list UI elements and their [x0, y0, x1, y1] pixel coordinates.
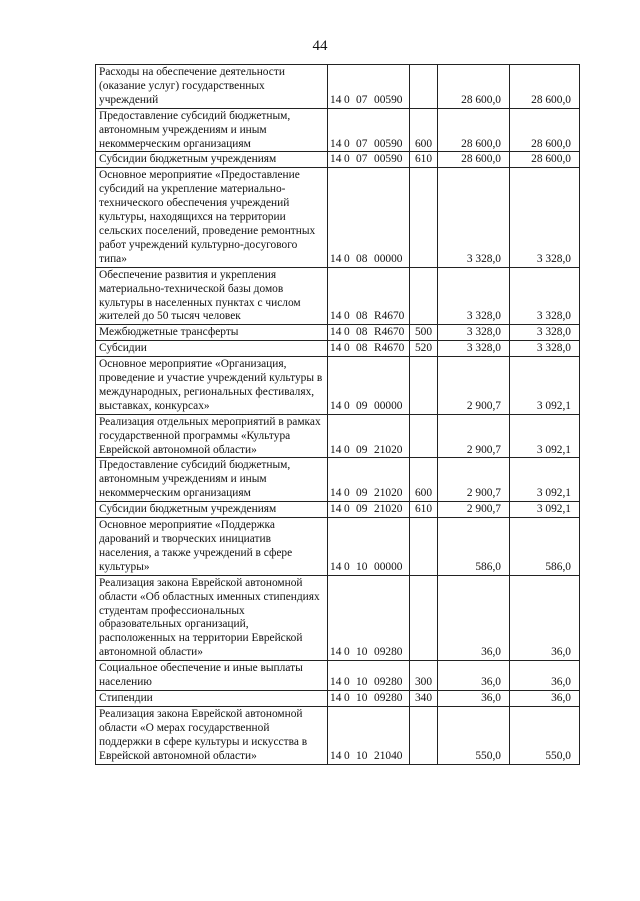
row-amount-year2: 36,0	[510, 575, 580, 660]
table-row	[96, 267, 580, 325]
code-subprogram: 0	[344, 252, 350, 265]
row-expense-type	[410, 414, 438, 458]
row-expense-type: 610	[410, 152, 438, 168]
row-name: Основное мероприятие «Поддержка дарований и творческих инициатив населения, а также учреждений в сфере культуры»	[96, 518, 328, 576]
row-amount-year2: 28 600,0	[510, 65, 580, 109]
row-amount-year2: 3 328,0	[510, 267, 580, 325]
row-name: Основное мероприятие «Предоставление субсидий на укрепление материально-технического обеспечения учреждений культуры, находящихся на территории сельских поселений, проведение ремонтных работ учреждений культурно-досугового типа»	[96, 168, 328, 267]
row-expense-type	[410, 168, 438, 267]
code-subprogram: 0	[344, 342, 350, 355]
code-program: 14	[330, 749, 342, 762]
code-direction: 00590	[374, 153, 403, 166]
code-subprogram: 0	[344, 487, 350, 500]
row-amount-year1: 3 328,0	[438, 168, 510, 267]
code-subprogram: 0	[344, 326, 350, 339]
code-event: 07	[356, 137, 368, 150]
code-event: 10	[356, 691, 368, 704]
row-expense-type: 600	[410, 108, 438, 152]
code-direction: 21020	[374, 487, 403, 500]
row-code	[328, 706, 410, 764]
row-name: Социальное обеспечение и иные выплаты населению	[96, 661, 328, 691]
page-number: 44	[312, 38, 328, 54]
row-amount-year1: 550,0	[438, 706, 510, 764]
code-subprogram: 0	[344, 443, 350, 456]
row-amount-year1: 2 900,7	[438, 502, 510, 518]
code-direction: R4670	[374, 326, 405, 339]
row-code	[328, 502, 410, 518]
row-expense-type	[410, 518, 438, 576]
code-subprogram: 0	[344, 749, 350, 762]
code-subprogram: 0	[344, 399, 350, 412]
row-amount-year2: 36,0	[510, 690, 580, 706]
code-program: 14	[330, 443, 342, 456]
table-row	[96, 706, 580, 764]
row-amount-year2: 3 092,1	[510, 414, 580, 458]
code-event: 10	[356, 749, 368, 762]
row-amount-year2: 3 328,0	[510, 341, 580, 357]
row-expense-type: 300	[410, 661, 438, 691]
table-row	[96, 661, 580, 691]
row-code	[328, 690, 410, 706]
row-name: Основное мероприятие «Организация, проведение и участие учреждений культуры в международных, региональных фестивалях, выставках, конкурсах»	[96, 357, 328, 415]
row-name: Реализация закона Еврейской автономной области «О мерах государственной поддержки в сфере культуры и искусства в Еврейской автономной области»	[96, 706, 328, 764]
code-event: 09	[356, 487, 368, 500]
row-expense-type	[410, 706, 438, 764]
table-row	[96, 690, 580, 706]
row-amount-year2: 28 600,0	[510, 152, 580, 168]
table-row	[96, 414, 580, 458]
code-program: 14	[330, 399, 342, 412]
table-row	[96, 341, 580, 357]
code-program: 14	[330, 646, 342, 659]
row-name: Обеспечение развития и укрепления материально-технической базы домов культуры в населенных пунктах с числом жителей до 50 тысяч человек	[96, 267, 328, 325]
table-row	[96, 518, 580, 576]
code-subprogram: 0	[344, 310, 350, 323]
code-subprogram: 0	[344, 153, 350, 166]
code-direction: 09280	[374, 691, 403, 704]
code-program: 14	[330, 93, 342, 106]
budget-table	[95, 64, 580, 765]
code-subprogram: 0	[344, 560, 350, 573]
row-amount-year1: 36,0	[438, 661, 510, 691]
row-expense-type	[410, 65, 438, 109]
code-direction: 09280	[374, 646, 403, 659]
row-amount-year1: 3 328,0	[438, 267, 510, 325]
code-subprogram: 0	[344, 646, 350, 659]
row-amount-year2: 28 600,0	[510, 108, 580, 152]
code-subprogram: 0	[344, 93, 350, 106]
code-direction: 21020	[374, 443, 403, 456]
row-code	[328, 575, 410, 660]
code-direction: 21020	[374, 503, 403, 516]
row-code	[328, 108, 410, 152]
code-direction: 00000	[374, 399, 403, 412]
row-amount-year2: 550,0	[510, 706, 580, 764]
row-code	[328, 152, 410, 168]
table-row	[96, 458, 580, 502]
code-event: 09	[356, 443, 368, 456]
code-direction: 00000	[374, 252, 403, 265]
table-row	[96, 65, 580, 109]
row-amount-year1: 3 328,0	[438, 325, 510, 341]
row-name: Стипендии	[96, 690, 328, 706]
row-name: Субсидии бюджетным учреждениям	[96, 502, 328, 518]
row-amount-year1: 28 600,0	[438, 108, 510, 152]
row-expense-type: 600	[410, 458, 438, 502]
code-event: 08	[356, 326, 368, 339]
row-code	[328, 357, 410, 415]
row-expense-type: 500	[410, 325, 438, 341]
row-code	[328, 341, 410, 357]
row-code	[328, 267, 410, 325]
row-amount-year2: 3 328,0	[510, 325, 580, 341]
row-amount-year2: 586,0	[510, 518, 580, 576]
code-program: 14	[330, 487, 342, 500]
row-name: Реализация отдельных мероприятий в рамках государственной программы «Культура Еврейской автономной области»	[96, 414, 328, 458]
row-name: Расходы на обеспечение деятельности (оказание услуг) государственных учреждений	[96, 65, 328, 109]
code-event: 10	[356, 676, 368, 689]
code-subprogram: 0	[344, 503, 350, 516]
code-subprogram: 0	[344, 691, 350, 704]
code-direction: 00590	[374, 93, 403, 106]
table-row	[96, 575, 580, 660]
code-subprogram: 0	[344, 676, 350, 689]
row-amount-year1: 3 328,0	[438, 341, 510, 357]
row-amount-year1: 2 900,7	[438, 357, 510, 415]
table-row	[96, 108, 580, 152]
table-row	[96, 502, 580, 518]
row-name: Межбюджетные трансферты	[96, 325, 328, 341]
code-event: 08	[356, 310, 368, 323]
code-program: 14	[330, 560, 342, 573]
table-row	[96, 357, 580, 415]
row-name: Субсидии бюджетным учреждениям	[96, 152, 328, 168]
code-direction: R4670	[374, 310, 405, 323]
code-event: 07	[356, 93, 368, 106]
code-program: 14	[330, 691, 342, 704]
row-code	[328, 325, 410, 341]
budget-table-body	[96, 65, 580, 765]
code-event: 10	[356, 560, 368, 573]
row-expense-type	[410, 267, 438, 325]
row-code	[328, 414, 410, 458]
code-program: 14	[330, 137, 342, 150]
row-code	[328, 518, 410, 576]
row-amount-year2: 3 328,0	[510, 168, 580, 267]
table-row	[96, 325, 580, 341]
row-expense-type: 520	[410, 341, 438, 357]
row-code	[328, 458, 410, 502]
row-amount-year1: 36,0	[438, 575, 510, 660]
row-code	[328, 661, 410, 691]
row-name: Реализация закона Еврейской автономной области «Об областных именных стипендиях студентам профессиональных образовательных организаций, расположенных на территории Еврейской автономной области»	[96, 575, 328, 660]
row-expense-type: 340	[410, 690, 438, 706]
table-row	[96, 168, 580, 267]
code-direction: R4670	[374, 342, 405, 355]
code-event: 07	[356, 153, 368, 166]
code-program: 14	[330, 326, 342, 339]
code-direction: 00000	[374, 560, 403, 573]
row-amount-year2: 3 092,1	[510, 458, 580, 502]
code-direction: 21040	[374, 749, 403, 762]
code-direction: 09280	[374, 676, 403, 689]
code-program: 14	[330, 503, 342, 516]
row-expense-type	[410, 575, 438, 660]
row-amount-year1: 28 600,0	[438, 65, 510, 109]
table-row	[96, 152, 580, 168]
row-code	[328, 168, 410, 267]
row-expense-type: 610	[410, 502, 438, 518]
code-direction: 00590	[374, 137, 403, 150]
row-code	[328, 65, 410, 109]
code-program: 14	[330, 342, 342, 355]
row-amount-year1: 36,0	[438, 690, 510, 706]
row-name: Субсидии	[96, 341, 328, 357]
code-event: 09	[356, 503, 368, 516]
code-subprogram: 0	[344, 137, 350, 150]
code-program: 14	[330, 310, 342, 323]
code-program: 14	[330, 252, 342, 265]
code-program: 14	[330, 153, 342, 166]
row-amount-year2: 36,0	[510, 661, 580, 691]
row-amount-year2: 3 092,1	[510, 502, 580, 518]
row-name: Предоставление субсидий бюджетным, автономным учреждениям и иным некоммерческим организациям	[96, 458, 328, 502]
row-amount-year1: 586,0	[438, 518, 510, 576]
row-amount-year1: 2 900,7	[438, 414, 510, 458]
row-amount-year1: 2 900,7	[438, 458, 510, 502]
code-event: 08	[356, 252, 368, 265]
code-event: 09	[356, 399, 368, 412]
row-name: Предоставление субсидий бюджетным, автономным учреждениям и иным некоммерческим организациям	[96, 108, 328, 152]
code-event: 08	[356, 342, 368, 355]
row-amount-year2: 3 092,1	[510, 357, 580, 415]
row-expense-type	[410, 357, 438, 415]
code-event: 10	[356, 646, 368, 659]
row-amount-year1: 28 600,0	[438, 152, 510, 168]
code-program: 14	[330, 676, 342, 689]
